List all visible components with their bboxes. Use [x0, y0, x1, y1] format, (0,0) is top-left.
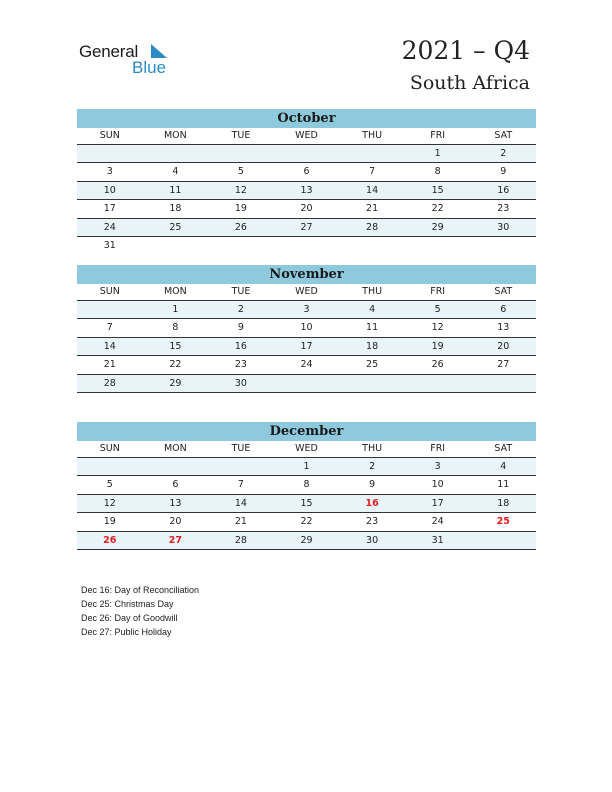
- weekday-label: WED: [295, 443, 318, 454]
- holiday-note: Dec 27: Public Holiday: [81, 627, 172, 637]
- logo-blue-text: Blue: [132, 58, 167, 77]
- day-cell: 1: [303, 461, 310, 472]
- day-cell: 12: [234, 184, 247, 196]
- day-cell: 19: [431, 340, 444, 352]
- day-cell: 18: [497, 497, 510, 509]
- day-cell: 19: [234, 203, 247, 215]
- week-row: [77, 319, 536, 337]
- empty-day-cell: [143, 237, 209, 254]
- month-december: [77, 422, 536, 550]
- logo: [79, 40, 179, 80]
- empty-day-cell: [470, 237, 536, 254]
- day-cell: 9: [369, 479, 376, 491]
- weekday-label: THU: [362, 443, 383, 454]
- day-cell: 28: [366, 221, 379, 233]
- day-cell: 1: [172, 304, 179, 315]
- day-cell: 11: [497, 479, 510, 491]
- day-cell: 3: [434, 461, 441, 472]
- empty-day-cell: [77, 301, 143, 318]
- empty-day-cell: [77, 145, 143, 162]
- week-row: [77, 182, 536, 200]
- day-cell: 31: [103, 239, 116, 251]
- day-cell: 15: [300, 497, 313, 509]
- day-cell: 14: [234, 497, 247, 509]
- day-cell: 16: [365, 497, 379, 509]
- day-cell: 27: [497, 359, 510, 371]
- day-cell: 3: [303, 304, 310, 315]
- day-cell: 8: [172, 322, 179, 334]
- day-cell: 31: [431, 534, 444, 546]
- day-cell: 7: [106, 322, 113, 334]
- day-cell: 13: [497, 322, 510, 334]
- day-cell: 23: [366, 516, 379, 528]
- day-cell: 22: [169, 359, 182, 371]
- day-cell: 6: [500, 304, 507, 315]
- weekday-row: [77, 441, 536, 458]
- empty-day-cell: [208, 458, 274, 475]
- day-cell: 26: [103, 534, 117, 546]
- day-cell: 6: [172, 479, 179, 491]
- weekday-label: TUE: [231, 443, 251, 454]
- weekday-label: WED: [295, 130, 318, 141]
- weekday-label: SAT: [494, 286, 513, 297]
- day-cell: 23: [497, 203, 510, 215]
- day-cell: 29: [431, 221, 444, 233]
- day-cell: 7: [237, 479, 244, 491]
- day-cell: 27: [300, 221, 313, 233]
- day-cell: 10: [300, 322, 313, 334]
- weekday-label: TUE: [231, 286, 251, 297]
- week-row: [77, 219, 536, 237]
- day-cell: 21: [234, 516, 247, 528]
- logo-general-text: General: [79, 42, 139, 61]
- week-row: [77, 237, 536, 254]
- weekday-label: MON: [163, 286, 187, 297]
- day-cell: 30: [366, 534, 379, 546]
- month-header: November: [77, 265, 536, 284]
- week-row: [77, 145, 536, 163]
- day-cell: 11: [366, 322, 379, 334]
- week-row: [77, 356, 536, 374]
- holiday-note: Dec 16: Day of Reconciliation: [81, 585, 200, 595]
- day-cell: 4: [500, 461, 507, 472]
- weekday-label: FRI: [430, 443, 446, 454]
- empty-day-cell: [405, 375, 471, 392]
- day-cell: 25: [496, 516, 510, 528]
- day-cell: 17: [300, 340, 313, 352]
- empty-day-cell: [274, 145, 340, 162]
- day-cell: 24: [431, 516, 444, 528]
- day-cell: 11: [169, 184, 182, 196]
- day-cell: 14: [366, 184, 379, 196]
- day-cell: 2: [237, 304, 244, 315]
- empty-day-cell: [208, 145, 274, 162]
- week-row: [77, 375, 536, 393]
- page-title: 2021 – Q4: [401, 36, 530, 65]
- day-cell: 20: [169, 516, 182, 528]
- day-cell: 2: [369, 461, 376, 472]
- month-header: October: [77, 109, 536, 128]
- day-cell: 4: [369, 304, 376, 315]
- day-cell: 20: [497, 340, 510, 352]
- day-cell: 30: [497, 221, 510, 233]
- day-cell: 26: [234, 221, 247, 233]
- weekday-label: SUN: [99, 286, 120, 297]
- day-cell: 29: [169, 377, 182, 389]
- weekday-label: MON: [163, 130, 187, 141]
- weekday-label: SAT: [494, 443, 513, 454]
- day-cell: 28: [234, 534, 247, 546]
- weekday-label: FRI: [430, 130, 446, 141]
- week-row: [77, 476, 536, 494]
- weekday-label: SAT: [494, 130, 513, 141]
- day-cell: 8: [434, 166, 441, 178]
- empty-day-cell: [143, 458, 209, 475]
- empty-day-cell: [339, 145, 405, 162]
- day-cell: 6: [303, 166, 310, 178]
- day-cell: 25: [169, 221, 182, 233]
- empty-day-cell: [208, 237, 274, 254]
- day-cell: 4: [172, 166, 179, 178]
- day-cell: 29: [300, 534, 313, 546]
- weekday-label: TUE: [231, 130, 251, 141]
- day-cell: 17: [103, 203, 116, 215]
- day-cell: 21: [366, 203, 379, 215]
- day-cell: 15: [169, 340, 182, 352]
- day-cell: 1: [434, 148, 441, 159]
- day-cell: 14: [103, 340, 116, 352]
- day-cell: 9: [237, 322, 244, 334]
- holiday-note: Dec 26: Day of Goodwill: [81, 613, 178, 623]
- day-cell: 13: [300, 184, 313, 196]
- weekday-label: WED: [295, 286, 318, 297]
- empty-day-cell: [274, 237, 340, 254]
- month-october: [77, 109, 536, 254]
- week-row: [77, 200, 536, 218]
- weekday-row: [77, 284, 536, 301]
- week-row: [77, 495, 536, 513]
- day-cell: 30: [234, 377, 247, 389]
- day-cell: 23: [234, 359, 247, 371]
- weekday-row: [77, 128, 536, 145]
- empty-day-cell: [339, 237, 405, 254]
- day-cell: 5: [106, 479, 113, 491]
- day-cell: 17: [431, 497, 444, 509]
- week-row: [77, 458, 536, 476]
- weekday-label: SUN: [99, 130, 120, 141]
- day-cell: 16: [497, 184, 510, 196]
- day-cell: 16: [234, 340, 247, 352]
- holiday-notes: [81, 583, 199, 639]
- empty-day-cell: [470, 375, 536, 392]
- week-row: [77, 163, 536, 181]
- weekday-label: FRI: [430, 286, 446, 297]
- day-cell: 22: [431, 203, 444, 215]
- weekday-label: MON: [163, 443, 187, 454]
- holiday-note: Dec 25: Christmas Day: [81, 599, 174, 609]
- day-cell: 20: [300, 203, 313, 215]
- day-cell: 10: [103, 184, 116, 196]
- day-cell: 24: [300, 359, 313, 371]
- month-november: [77, 265, 536, 393]
- day-cell: 26: [431, 359, 444, 371]
- day-cell: 19: [103, 516, 116, 528]
- day-cell: 21: [103, 359, 116, 371]
- day-cell: 27: [168, 534, 182, 546]
- week-row: [77, 513, 536, 531]
- country-title: South Africa: [409, 72, 530, 94]
- day-cell: 5: [434, 304, 441, 315]
- empty-day-cell: [77, 458, 143, 475]
- week-row: [77, 301, 536, 319]
- day-cell: 13: [169, 497, 182, 509]
- empty-day-cell: [339, 375, 405, 392]
- day-cell: 7: [369, 166, 376, 178]
- month-header: December: [77, 422, 536, 441]
- day-cell: 18: [169, 203, 182, 215]
- day-cell: 8: [303, 479, 310, 491]
- day-cell: 15: [431, 184, 444, 196]
- empty-day-cell: [405, 237, 471, 254]
- day-cell: 22: [300, 516, 313, 528]
- day-cell: 28: [103, 377, 116, 389]
- weekday-label: THU: [362, 286, 383, 297]
- day-cell: 5: [237, 166, 244, 178]
- day-cell: 3: [106, 166, 113, 178]
- day-cell: 18: [366, 340, 379, 352]
- empty-day-cell: [143, 145, 209, 162]
- day-cell: 24: [103, 221, 116, 233]
- weekday-label: SUN: [99, 443, 120, 454]
- week-row: [77, 338, 536, 356]
- day-cell: 12: [103, 497, 116, 509]
- empty-day-cell: [274, 375, 340, 392]
- day-cell: 25: [366, 359, 379, 371]
- day-cell: 9: [500, 166, 507, 178]
- day-cell: 12: [431, 322, 444, 334]
- empty-day-cell: [470, 532, 536, 549]
- day-cell: 2: [500, 148, 507, 159]
- weekday-label: THU: [362, 130, 383, 141]
- week-row: [77, 532, 536, 550]
- day-cell: 10: [431, 479, 444, 491]
